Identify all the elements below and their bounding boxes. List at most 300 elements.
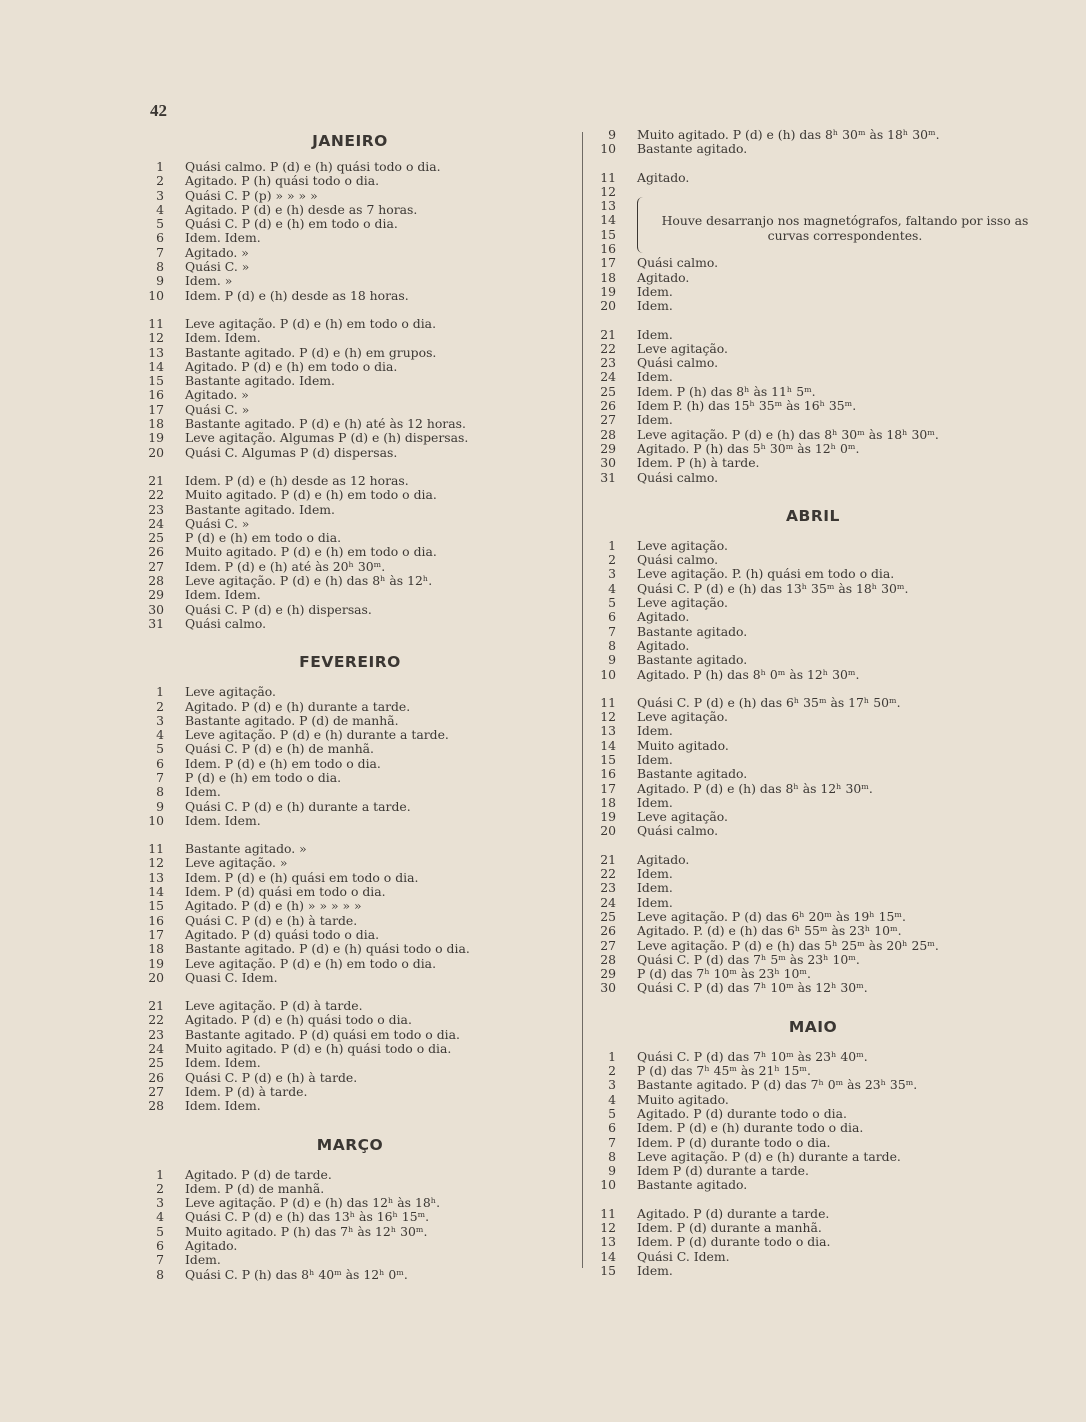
entry-row (590, 924, 1036, 938)
day-description: Leve agitação. P (d) e (h) das 8ʰ 30ᵐ às 18ʰ 30ᵐ. (637, 426, 939, 442)
entry-row (140, 757, 560, 771)
day-description: Leve agitação. Algumas P (d) e (h) dispersas. (185, 430, 469, 446)
entry-row (140, 431, 560, 445)
day-number: 3 (608, 1077, 616, 1093)
day-number: 23 (148, 1026, 164, 1042)
entry-row (590, 385, 1036, 399)
day-description: Quási calmo. (637, 552, 719, 568)
day-number: 28 (600, 426, 616, 442)
day-description: Leve agitação. P (d) e (h) das 5ʰ 25ᵐ às 20ʰ 25ᵐ. (637, 937, 939, 953)
day-number: 6 (608, 609, 616, 625)
day-number: 31 (148, 615, 164, 631)
day-number: 24 (148, 1041, 164, 1057)
entry-row (590, 710, 1036, 724)
day-number: 11 (600, 169, 616, 185)
entry-row (590, 285, 1036, 299)
day-number: 30 (148, 601, 164, 617)
day-description: Muito agitado. (637, 737, 729, 753)
entry-row (140, 160, 560, 174)
day-description: Bastante agitado. (637, 652, 748, 668)
day-description: Agitado. P (d) de tarde. (185, 1166, 332, 1182)
entry-row (140, 289, 560, 303)
day-description: Idem. » (185, 273, 233, 289)
day-number: 10 (148, 287, 164, 303)
day-number: 9 (608, 652, 616, 668)
day-description: Idem. Idem. (185, 1098, 261, 1114)
day-description: Idem. (637, 412, 673, 428)
entry-row (590, 653, 1036, 667)
entry-row (140, 1042, 560, 1056)
day-number: 12 (148, 330, 164, 346)
magnetograph-note: Houve desarranjo nos magnetógrafos, faltando por isso as curvas correspondentes. (661, 213, 1029, 243)
day-description: Leve agitação. (637, 709, 728, 725)
day-number: 13 (148, 869, 164, 885)
day-number: 11 (148, 315, 164, 331)
day-number: 27 (600, 937, 616, 953)
entry-row (590, 881, 1036, 895)
day-description: Leve agitação. P (d) e (h) das 12ʰ às 18ʰ. (185, 1195, 441, 1211)
day-description: Quási C. P (d) e (h) à tarde. (185, 1069, 358, 1085)
day-number: 16 (148, 387, 164, 403)
entry-row (590, 1264, 1036, 1278)
entry-row (140, 274, 560, 288)
day-description: Quási C. P (d) e (h) das 13ʰ 35ᵐ às 18ʰ 30ᵐ. (637, 580, 909, 596)
day-number: 8 (156, 1266, 164, 1282)
entry-row (140, 246, 560, 260)
day-description: Bastante agitado. (637, 766, 748, 782)
day-description: Quási C. Idem. (637, 1248, 730, 1264)
day-number: 3 (156, 712, 164, 728)
day-number: 25 (148, 1055, 164, 1071)
day-number: 25 (600, 383, 616, 399)
day-description: Muito agitado. P (d) e (h) em todo o dia. (185, 544, 437, 560)
entry-row (140, 1182, 560, 1196)
day-description: Muito agitado. (637, 1091, 729, 1107)
entry-row (590, 1093, 1036, 1107)
entry-row (590, 356, 1036, 370)
entry-row (140, 871, 560, 885)
day-description: Quási calmo. (185, 615, 267, 631)
day-description: Leve agitação. P (d) e (h) das 8ʰ às 12ʰ. (185, 573, 433, 589)
entry-row (590, 981, 1036, 995)
day-description: Leve agitação. (637, 595, 728, 611)
day-number: 26 (148, 544, 164, 560)
day-description: Agitado. » (185, 244, 249, 260)
day-number: 10 (148, 812, 164, 828)
marco-continuation (590, 128, 1036, 485)
day-description: Quási C. P (d) das 7ʰ 10ᵐ às 23ʰ 40ᵐ. (637, 1048, 868, 1064)
day-description: P (d) das 7ʰ 45ᵐ às 21ʰ 15ᵐ. (637, 1063, 811, 1079)
day-description: Leve agitação. (637, 809, 728, 825)
entry-row (590, 1164, 1036, 1178)
day-description: P (d) e (h) em todo o dia. (185, 530, 342, 546)
day-description: Idem. P (h) à tarde. (637, 455, 760, 471)
entry-row (590, 625, 1036, 639)
entry-row (140, 360, 560, 374)
day-number: 7 (156, 769, 164, 785)
day-description: Idem. (185, 1252, 221, 1268)
day-description: P (d) das 7ʰ 10ᵐ às 23ʰ 10ᵐ. (637, 966, 811, 982)
day-description: Leve agitação. (185, 684, 276, 700)
day-number: 2 (156, 173, 164, 189)
entry-row (140, 1253, 560, 1267)
day-description: Agitado. P. (d) e (h) das 6ʰ 55ᵐ às 23ʰ 10ᵐ. (637, 923, 902, 939)
entry-row (590, 724, 1036, 738)
day-number: 22 (600, 340, 616, 356)
day-description: Agitado. P (d) e (h) desde as 7 horas. (185, 201, 418, 217)
day-number: 21 (148, 998, 164, 1014)
day-description: Quási C. P (p) » » » » (185, 187, 318, 203)
entry-row (590, 782, 1036, 796)
day-number: 16 (148, 912, 164, 928)
day-description: Bastante agitado. (637, 141, 748, 157)
day-description: P (d) e (h) em todo o dia. (185, 769, 342, 785)
entry-row (140, 217, 560, 231)
day-description: Muito agitado. P (d) e (h) em todo o dia. (185, 487, 437, 503)
day-description: Leve agitação. P (d) e (h) durante a tarde. (637, 1148, 901, 1164)
entry-group (590, 853, 1036, 996)
entry-row (140, 914, 560, 928)
day-description: Idem. (637, 794, 673, 810)
day-description: Agitado. P (h) das 8ʰ 0ᵐ às 12ʰ 30ᵐ. (637, 666, 860, 682)
day-description: Idem. P (d) de manhã. (185, 1180, 325, 1196)
day-description: Quási C. » (185, 515, 250, 531)
day-number: 11 (600, 1205, 616, 1221)
entry-row (590, 171, 1036, 185)
entry-row (590, 824, 1036, 838)
entry-row (590, 867, 1036, 881)
entry-row (140, 971, 560, 985)
day-description: Idem. Idem. (185, 587, 261, 603)
day-description: Quási C. Algumas P (d) dispersas. (185, 444, 398, 460)
entry-row (140, 1013, 560, 1027)
entry-row (590, 553, 1036, 567)
day-description: Agitado. P (d) durante todo o dia. (637, 1105, 847, 1121)
day-description: Bastante agitado. » (185, 841, 307, 857)
day-number: 22 (600, 866, 616, 882)
entry-row (140, 417, 560, 431)
entry-row (590, 199, 1036, 213)
day-number: 14 (600, 212, 616, 228)
day-number: 1 (156, 159, 164, 174)
day-number: 4 (156, 1209, 164, 1225)
day-description: Idem. (637, 723, 673, 739)
day-number: 14 (148, 884, 164, 900)
day-number: 20 (148, 444, 164, 460)
day-number: 5 (156, 216, 164, 232)
day-number: 22 (148, 1012, 164, 1028)
day-description: Idem. P (d) e (h) desde as 18 horas. (185, 287, 409, 303)
day-description: Agitado. P (d) e (h) quási todo o dia. (185, 1012, 412, 1028)
day-number: 28 (148, 1098, 164, 1114)
day-description: Quási calmo. (637, 255, 719, 271)
day-number: 29 (600, 440, 616, 456)
entry-row (140, 1056, 560, 1070)
day-description: Bastante agitado. P (d) de manhã. (185, 712, 399, 728)
day-number: 5 (156, 1223, 164, 1239)
day-number: 13 (600, 723, 616, 739)
month-heading: MAIO (788, 1017, 838, 1036)
entry-row (590, 256, 1036, 270)
entry-group (590, 539, 1036, 682)
entry-row (140, 517, 560, 531)
day-number: 18 (600, 794, 616, 810)
day-number: 19 (148, 430, 164, 446)
entry-row (140, 1225, 560, 1239)
day-description: Agitado. P (h) quási todo o dia. (185, 173, 380, 189)
day-number: 19 (600, 809, 616, 825)
entry-row (590, 413, 1036, 427)
day-number: 3 (156, 1195, 164, 1211)
day-number: 19 (600, 283, 616, 299)
entry-row (140, 446, 560, 460)
entry-group (590, 696, 1036, 839)
day-description: Agitado. (185, 1238, 238, 1253)
entry-row (590, 1107, 1036, 1121)
day-description: Agitado. (637, 269, 690, 285)
entry-row (140, 1268, 560, 1282)
day-number: 7 (156, 244, 164, 260)
entry-group (140, 474, 560, 631)
day-description: Bastante agitado. P (d) e (h) quási todo o dia. (185, 941, 470, 957)
entry-row (140, 603, 560, 617)
day-number: 15 (600, 751, 616, 767)
day-number: 28 (600, 951, 616, 967)
entry-row (140, 928, 560, 942)
entry-row (140, 588, 560, 602)
day-description: Leve agitação. P (d) à tarde. (185, 998, 363, 1014)
entry-row (140, 474, 560, 488)
day-description: Idem P. (h) das 15ʰ 35ᵐ às 16ʰ 35ᵐ. (637, 398, 857, 414)
entry-row (590, 1150, 1036, 1164)
day-number: 11 (148, 841, 164, 857)
entry-row (140, 260, 560, 274)
day-number: 17 (148, 926, 164, 942)
entry-row (590, 342, 1036, 356)
entry-row (590, 1050, 1036, 1064)
entry-group (590, 1207, 1036, 1278)
day-number: 14 (148, 358, 164, 374)
entry-row (590, 428, 1036, 442)
day-number: 22 (148, 487, 164, 503)
entry-row (590, 399, 1036, 413)
day-description: Agitado. (637, 851, 690, 867)
day-description: Agitado. P (d) e (h) durante a tarde. (185, 698, 411, 714)
day-description: Idem. (637, 369, 673, 385)
day-description: Leve agitação. (637, 537, 728, 553)
entry-row (140, 957, 560, 971)
day-number: 8 (608, 637, 616, 653)
day-description: Idem. (637, 1262, 673, 1278)
entry-row (140, 331, 560, 345)
entry-row (140, 800, 560, 814)
entry-row (590, 696, 1036, 710)
day-description: Quasi C. Idem. (185, 969, 278, 985)
day-number: 4 (156, 201, 164, 217)
month-heading: FEVEREIRO (299, 653, 401, 672)
day-number: 25 (600, 908, 616, 924)
day-description: Quási C. P (d) e (h) das 13ʰ às 16ʰ 15ᵐ. (185, 1209, 430, 1225)
month-heading: ABRIL (786, 506, 840, 525)
day-description: Leve agitação. P (d) das 6ʰ 20ᵐ às 19ʰ 15ᵐ. (637, 908, 906, 924)
day-number: 2 (156, 698, 164, 714)
day-description: Idem P (d) durante a tarde. (637, 1163, 809, 1179)
day-number: 6 (156, 755, 164, 771)
day-description: Muito agitado. P (d) e (h) das 8ʰ 30ᵐ às 18ʰ 30ᵐ. (637, 127, 940, 142)
day-number: 4 (608, 580, 616, 596)
entry-row (140, 785, 560, 799)
day-description: Idem. P (d) e (h) até às 20ʰ 30ᵐ. (185, 558, 386, 574)
day-number: 15 (148, 373, 164, 389)
day-description: Leve agitação. » (185, 855, 288, 871)
day-description: Leve agitação. (637, 340, 728, 356)
entry-row (590, 1064, 1036, 1078)
day-number: 12 (148, 855, 164, 871)
day-description: Idem. P (d) durante a manhã. (637, 1220, 822, 1235)
day-description: Bastante agitado. P (d) das 7ʰ 0ᵐ às 23ʰ 35ᵐ. (637, 1077, 918, 1093)
day-description: Idem. P (d) durante todo o dia. (637, 1134, 831, 1150)
day-description: Quási C. P (d) e (h) durante a tarde. (185, 798, 411, 814)
day-number: 17 (600, 255, 616, 271)
entry-row (140, 388, 560, 402)
day-number: 15 (148, 898, 164, 914)
day-description: Idem. P (d) à tarde. (185, 1083, 308, 1099)
entry-row (140, 942, 560, 956)
entry-row (590, 1136, 1036, 1150)
day-number: 4 (156, 727, 164, 743)
day-number: 9 (156, 798, 164, 814)
entry-row (140, 174, 560, 188)
day-number: 10 (600, 666, 616, 682)
day-number: 5 (608, 595, 616, 611)
entry-row (140, 374, 560, 388)
entry-row (140, 488, 560, 502)
day-number: 20 (148, 969, 164, 985)
entry-row (140, 714, 560, 728)
day-description: Quási C. » (185, 259, 250, 275)
entry-row (140, 1028, 560, 1042)
day-number: 7 (608, 623, 616, 639)
day-number: 18 (600, 269, 616, 285)
day-number: 14 (600, 737, 616, 753)
day-description: Idem. P (d) durante todo o dia. (637, 1234, 831, 1250)
day-number: 11 (600, 694, 616, 710)
day-description: Agitado. » (185, 387, 249, 403)
day-description: Idem. Idem. (185, 230, 261, 246)
entry-group (140, 160, 560, 303)
day-description: Leve agitação. P (d) e (h) em todo o dia. (185, 955, 437, 971)
entry-row (140, 700, 560, 714)
entry-row (140, 203, 560, 217)
day-description: Bastante agitado. P (d) e (h) em grupos. (185, 344, 437, 360)
day-number: 30 (600, 980, 616, 996)
entry-row (590, 896, 1036, 910)
day-number: 24 (600, 894, 616, 910)
day-description: Bastante agitado. (637, 623, 748, 639)
entry-group (140, 685, 560, 828)
entry-row (590, 1207, 1036, 1221)
entry-row (140, 728, 560, 742)
day-description: Idem. (637, 283, 673, 299)
entry-row (140, 574, 560, 588)
day-number: 24 (600, 369, 616, 385)
left-column (140, 128, 560, 1296)
entry-row (590, 668, 1036, 682)
entry-group (590, 1050, 1036, 1193)
entry-row (590, 242, 1036, 256)
day-number: 3 (156, 187, 164, 203)
column-divider (582, 132, 583, 1268)
day-number: 12 (600, 1220, 616, 1235)
day-number: 1 (608, 1048, 616, 1064)
day-description: Bastante agitado. P (d) quási em todo o dia. (185, 1026, 460, 1042)
day-number: 2 (608, 1063, 616, 1079)
day-number: 31 (600, 469, 616, 485)
entry-row (140, 531, 560, 545)
entry-row (140, 503, 560, 517)
day-number: 6 (156, 1238, 164, 1253)
entry-row (140, 856, 560, 870)
right-column (590, 128, 1036, 1292)
day-number: 21 (148, 472, 164, 488)
day-number: 8 (156, 259, 164, 275)
day-number: 9 (608, 1163, 616, 1179)
entry-row (590, 753, 1036, 767)
entry-row (140, 842, 560, 856)
day-number: 10 (600, 1177, 616, 1193)
day-number: 21 (600, 851, 616, 867)
day-number: 4 (608, 1091, 616, 1107)
day-number: 3 (608, 566, 616, 582)
entry-row (590, 810, 1036, 824)
entry-group (140, 999, 560, 1113)
day-number: 13 (600, 1234, 616, 1250)
entry-row (590, 796, 1036, 810)
day-description: Quási calmo. (637, 469, 719, 485)
note-brace (637, 197, 644, 253)
day-description: Idem. (637, 751, 673, 767)
day-description: Idem. P (d) e (h) desde as 12 horas. (185, 472, 409, 488)
entry-row (140, 685, 560, 699)
entry-row (140, 814, 560, 828)
day-description: Idem. (637, 866, 673, 882)
entry-row (590, 967, 1036, 981)
entry-row (590, 1235, 1036, 1249)
entry-row (590, 185, 1036, 199)
entry-row (590, 128, 1036, 142)
entry-row (140, 1239, 560, 1253)
entry-row (140, 560, 560, 574)
day-number: 16 (600, 241, 616, 257)
entry-row (590, 1250, 1036, 1264)
day-description: Agitado. P (d) e (h) » » » » » (185, 898, 362, 914)
day-description: Agitado. (637, 169, 690, 185)
day-description: Quási C. P (d) das 7ʰ 10ᵐ às 12ʰ 30ᵐ. (637, 980, 868, 996)
day-number: 30 (600, 455, 616, 471)
day-number: 7 (608, 1134, 616, 1150)
day-description: Quási C. P (d) e (h) à tarde. (185, 912, 358, 928)
entry-row (590, 939, 1036, 953)
day-description: Idem. (185, 784, 221, 800)
day-number: 5 (608, 1105, 616, 1121)
day-number: 23 (600, 355, 616, 371)
entry-row (590, 767, 1036, 781)
day-description: Idem. P (h) das 8ʰ às 11ʰ 5ᵐ. (637, 383, 816, 399)
day-number: 15 (600, 226, 616, 242)
day-number: 27 (148, 558, 164, 574)
day-number: 17 (148, 401, 164, 417)
entry-group (140, 1168, 560, 1282)
